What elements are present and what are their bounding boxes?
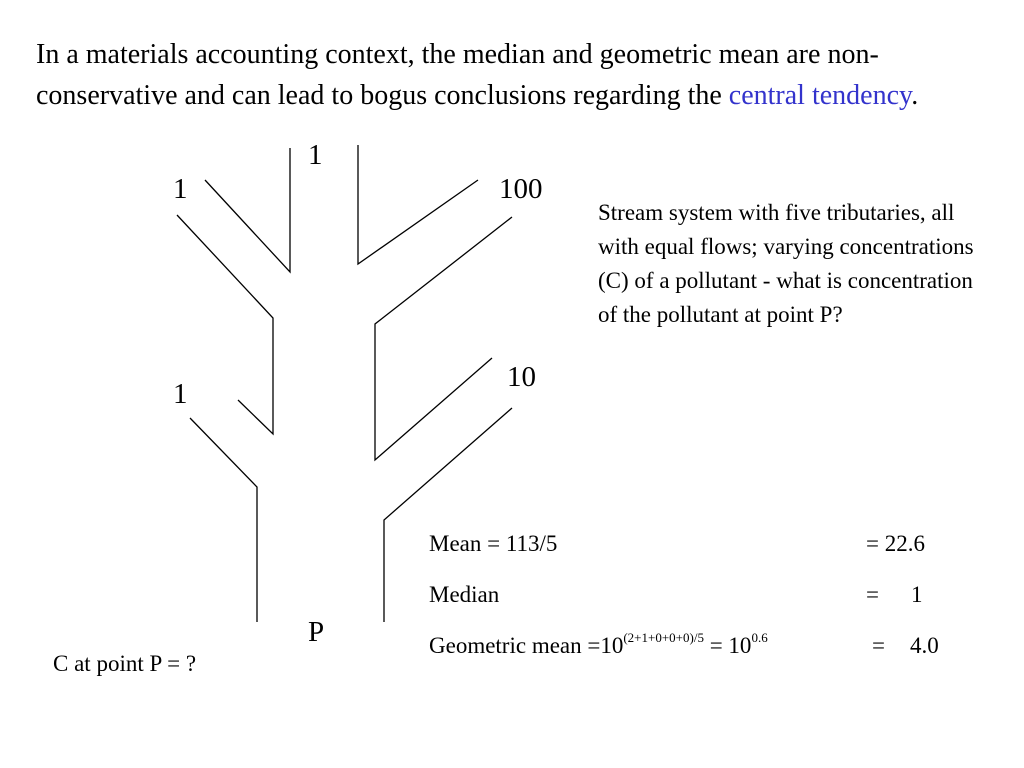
intro-text-main: In a materials accounting context, the median and geometric mean are non-conservative and can lead to bogus conclusions regarding the [36,39,879,111]
stream-bank-left-outer [177,215,273,434]
geometric-mean-power-base: = 10 [703,633,752,658]
problem-description: Stream system with five tributaries, all with equal flows; varying concentrations (C) of a pollutant - what is concentration of the pollutant at point P? [598,200,974,327]
central-tendency-highlight: central tendency [728,80,912,111]
tributary-concentration-top-left: 1 [173,173,188,205]
outlet-point-label: P [308,616,325,648]
stream-bank-top-right [358,145,478,264]
geometric-mean-equals: = [872,633,885,658]
median-equals: = [866,582,879,607]
tributary-concentration-top-right: 100 [499,173,543,205]
geometric-mean-exponent: (2+1+0+0+0)/5 [623,630,704,646]
median-label: Median [429,582,500,607]
geometric-mean-label: Geometric mean =10 [429,633,624,658]
tributary-concentration-lower-left: 1 [173,378,188,410]
median-value: 1 [911,582,923,607]
stream-bank-top-left [205,148,290,272]
stream-bank-right-upper [375,217,512,460]
stream-bank-left-lower [190,418,257,622]
mean-value: = 22.6 [866,531,925,556]
geometric-mean-value: 4.0 [910,633,939,658]
tributary-concentration-mid-right: 10 [507,361,536,393]
tributary-concentration-top-center: 1 [308,139,323,171]
concentration-question: C at point P = ? [53,651,197,676]
mean-formula: Mean = 113/5 [429,531,558,556]
geometric-mean-power-exponent: 0.6 [751,630,768,646]
geometric-mean-formula [429,630,768,659]
intro-text-period: . [911,80,919,111]
